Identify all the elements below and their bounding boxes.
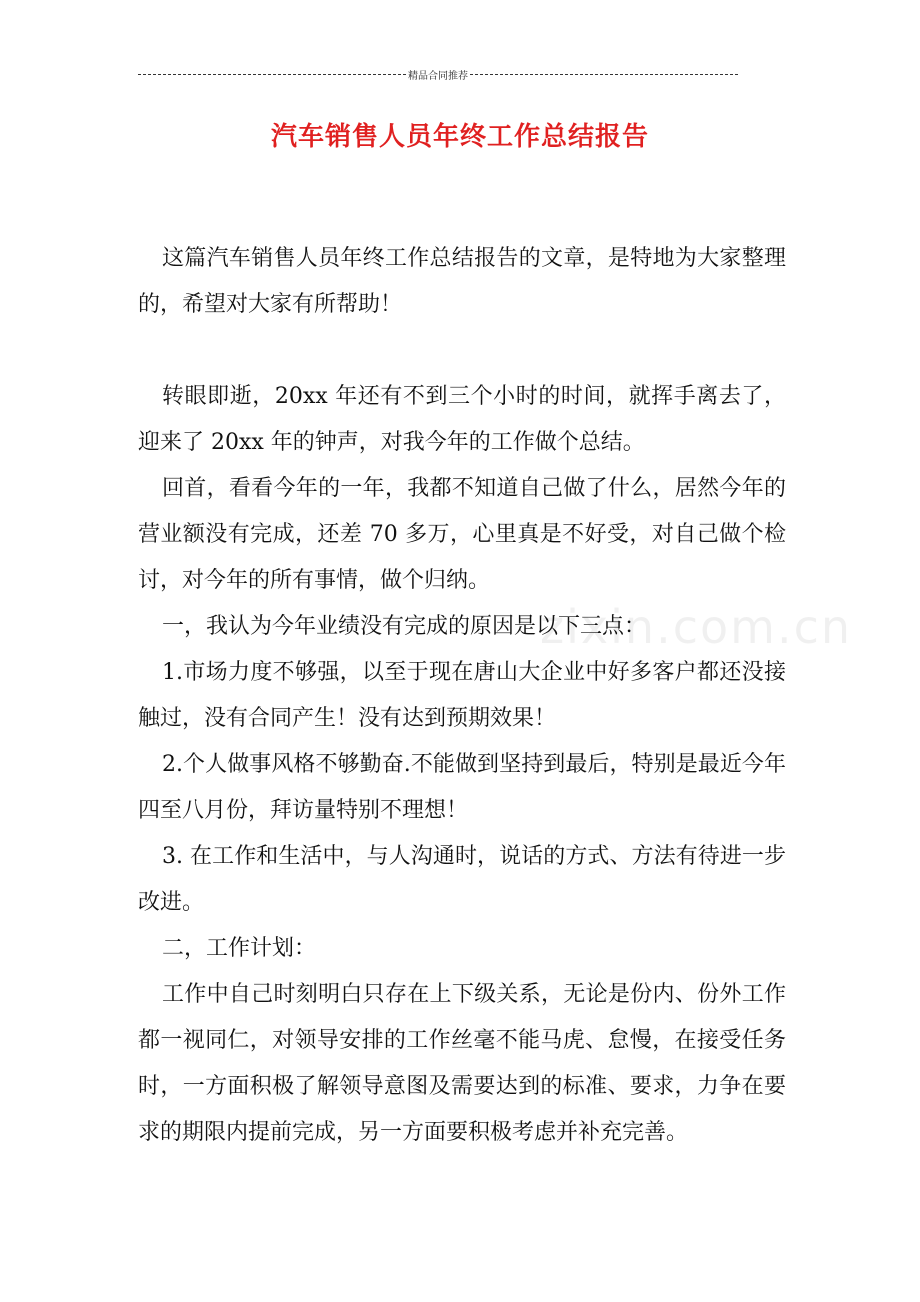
list-item: 2.个人做事风格不够勤奋.不能做到坚持到最后，特别是最近今年四至八月份，拜访量特别不理想！ bbox=[138, 752, 786, 823]
paragraph-spacer bbox=[138, 328, 786, 374]
body-paragraph: 工作中自己时刻明白只存在上下级关系，无论是份内、份外工作都一视同仁，对领导安排的工作丝毫不能马虎、怠慢，在接受任务时，一方面积极了解领导意图及需要达到的标准、要求，力争在要求的期限内提前完成，另一方面要积极考虑并补充完善。 bbox=[138, 982, 786, 1145]
watermark: zixin.com.cn bbox=[540, 600, 853, 654]
header-divider-left bbox=[138, 74, 406, 75]
document-body bbox=[138, 236, 786, 1156]
body-paragraph: 回首，看看今年的一年，我都不知道自己做了什么，居然今年的营业额没有完成，还差 70 多万，心里真是不好受，对自己做个检讨，对今年的所有事情，做个归纳。 bbox=[138, 476, 786, 593]
document-title: 汽车销售人员年终工作总结报告 bbox=[270, 122, 649, 152]
list-item: 1.市场力度不够强，以至于现在唐山大企业中好多客户都还没接触过，没有合同产生！没有达到预期效果！ bbox=[138, 660, 786, 731]
header-divider-right bbox=[470, 74, 738, 75]
section-heading: 二，工作计划： bbox=[162, 936, 317, 961]
body-paragraph: 转眼即逝，20xx 年还有不到三个小时的时间，就挥手离去了，迎来了 20xx 年的钟声，对我今年的工作做个总结。 bbox=[138, 384, 786, 455]
header-label: 精品合同推荐 bbox=[408, 70, 468, 82]
list-item: 3. 在工作和生活中，与人沟通时，说话的方式、方法有待进一步改进。 bbox=[138, 844, 786, 915]
page-header bbox=[138, 66, 738, 82]
section-heading: 一，我认为今年业绩没有完成的原因是以下三点： bbox=[162, 614, 647, 639]
intro-paragraph: 这篇汽车销售人员年终工作总结报告的文章，是特地为大家整理的，希望对大家有所帮助！ bbox=[138, 246, 786, 317]
